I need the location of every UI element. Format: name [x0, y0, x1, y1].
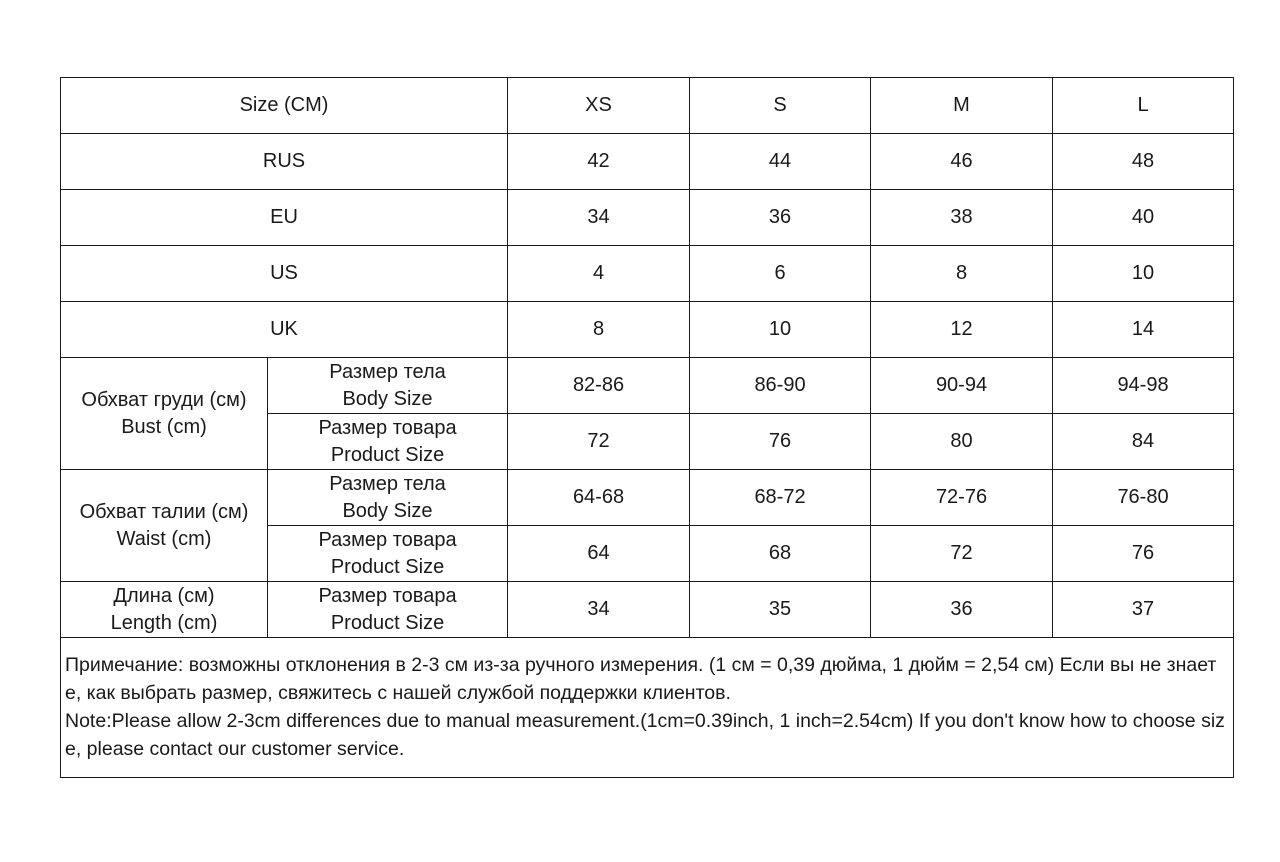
waist-product-s-value: 68	[690, 526, 871, 582]
eu-m-value: 38	[871, 190, 1053, 246]
length-label	[61, 582, 268, 638]
note-row	[61, 638, 1234, 778]
waist-body-l-value: 76-80	[1053, 470, 1234, 526]
bust-body-m-value: 90-94	[871, 358, 1053, 414]
eu-l-value: 40	[1053, 190, 1234, 246]
bust-body-size-label-en: Body Size	[342, 387, 433, 410]
bust-label	[61, 358, 268, 470]
length-product-size-label-ru: Размер товара	[318, 584, 457, 607]
bust-body-l-value: 94-98	[1053, 358, 1234, 414]
eu-xs-value: 34	[508, 190, 690, 246]
bust-product-size-label	[268, 414, 508, 470]
waist-product-size-label-en: Product Size	[330, 555, 445, 578]
bust-body-size-label	[268, 358, 508, 414]
waist-product-l-value: 76	[1053, 526, 1234, 582]
us-m-value: 8	[871, 246, 1053, 302]
us-row	[61, 246, 1234, 302]
us-label: US	[61, 246, 508, 302]
waist-label	[61, 470, 268, 582]
length-xs-value: 34	[508, 582, 690, 638]
eu-s-value: 36	[690, 190, 871, 246]
bust-body-size-label-ru: Размер тела	[329, 360, 446, 383]
bust-body-xs-value: 82-86	[508, 358, 690, 414]
waist-product-xs-value: 64	[508, 526, 690, 582]
eu-row	[61, 190, 1234, 246]
length-product-size-label	[268, 582, 508, 638]
waist-body-s-value: 68-72	[690, 470, 871, 526]
waist-body-size-label-ru: Размер тела	[329, 472, 446, 495]
bust-product-s-value: 76	[690, 414, 871, 470]
size-xs-header: XS	[508, 78, 690, 134]
rus-m-value: 46	[871, 134, 1053, 190]
note-ru: Примечание: возможны отклонения в 2-3 см из-за ручного измерения. (1 см = 0,39 дюйма, 1 дюйм = 2,54 см) Если вы не знаете, как выбрать размер, свяжитесь с нашей службой поддержки клиентов.	[65, 654, 1217, 704]
us-l-value: 10	[1053, 246, 1234, 302]
bust-label-ru: Обхват груди (см)	[81, 388, 247, 411]
uk-s-value: 10	[690, 302, 871, 358]
bust-product-xs-value: 72	[508, 414, 690, 470]
waist-body-m-value: 72-76	[871, 470, 1053, 526]
waist-product-m-value: 72	[871, 526, 1053, 582]
waist-body-xs-value: 64-68	[508, 470, 690, 526]
waist-body-size-label-en: Body Size	[342, 499, 433, 522]
header-row	[61, 78, 1234, 134]
note-en: Note:Please allow 2-3cm differences due to manual measurement.(1cm=0.39inch, 1 inch=2.54cm) If you don't know how to choose size, please contact our customer service.	[65, 710, 1225, 760]
rus-xs-value: 42	[508, 134, 690, 190]
uk-label: UK	[61, 302, 508, 358]
bust-product-l-value: 84	[1053, 414, 1234, 470]
size-l-header: L	[1053, 78, 1234, 134]
eu-label: EU	[61, 190, 508, 246]
waist-label-en: Waist (cm)	[116, 527, 212, 550]
length-label-ru: Длина (см)	[113, 584, 215, 607]
uk-l-value: 14	[1053, 302, 1234, 358]
length-l-value: 37	[1053, 582, 1234, 638]
size-s-header: S	[690, 78, 871, 134]
rus-l-value: 48	[1053, 134, 1234, 190]
waist-product-size-label-ru: Размер товара	[318, 528, 457, 551]
bust-label-en: Bust (cm)	[121, 415, 207, 438]
header-label: Size (CM)	[61, 78, 508, 134]
bust-product-size-label-en: Product Size	[330, 443, 445, 466]
length-row	[61, 582, 1234, 638]
uk-xs-value: 8	[508, 302, 690, 358]
waist-product-size-label	[268, 526, 508, 582]
length-product-size-label-en: Product Size	[330, 611, 445, 634]
size-m-header: M	[871, 78, 1053, 134]
bust-product-size-label-ru: Размер товара	[318, 416, 457, 439]
length-s-value: 35	[690, 582, 871, 638]
rus-s-value: 44	[690, 134, 871, 190]
uk-m-value: 12	[871, 302, 1053, 358]
bust-product-m-value: 80	[871, 414, 1053, 470]
length-m-value: 36	[871, 582, 1053, 638]
measurement-note	[61, 638, 1234, 778]
waist-body-row	[61, 470, 1234, 526]
bust-body-s-value: 86-90	[690, 358, 871, 414]
uk-row	[61, 302, 1234, 358]
us-xs-value: 4	[508, 246, 690, 302]
bust-body-row	[61, 358, 1234, 414]
waist-body-size-label	[268, 470, 508, 526]
rus-row	[61, 134, 1234, 190]
length-label-en: Length (cm)	[110, 611, 218, 634]
us-s-value: 6	[690, 246, 871, 302]
size-chart-table	[60, 77, 1234, 778]
waist-label-ru: Обхват талии (см)	[79, 500, 249, 523]
rus-label: RUS	[61, 134, 508, 190]
